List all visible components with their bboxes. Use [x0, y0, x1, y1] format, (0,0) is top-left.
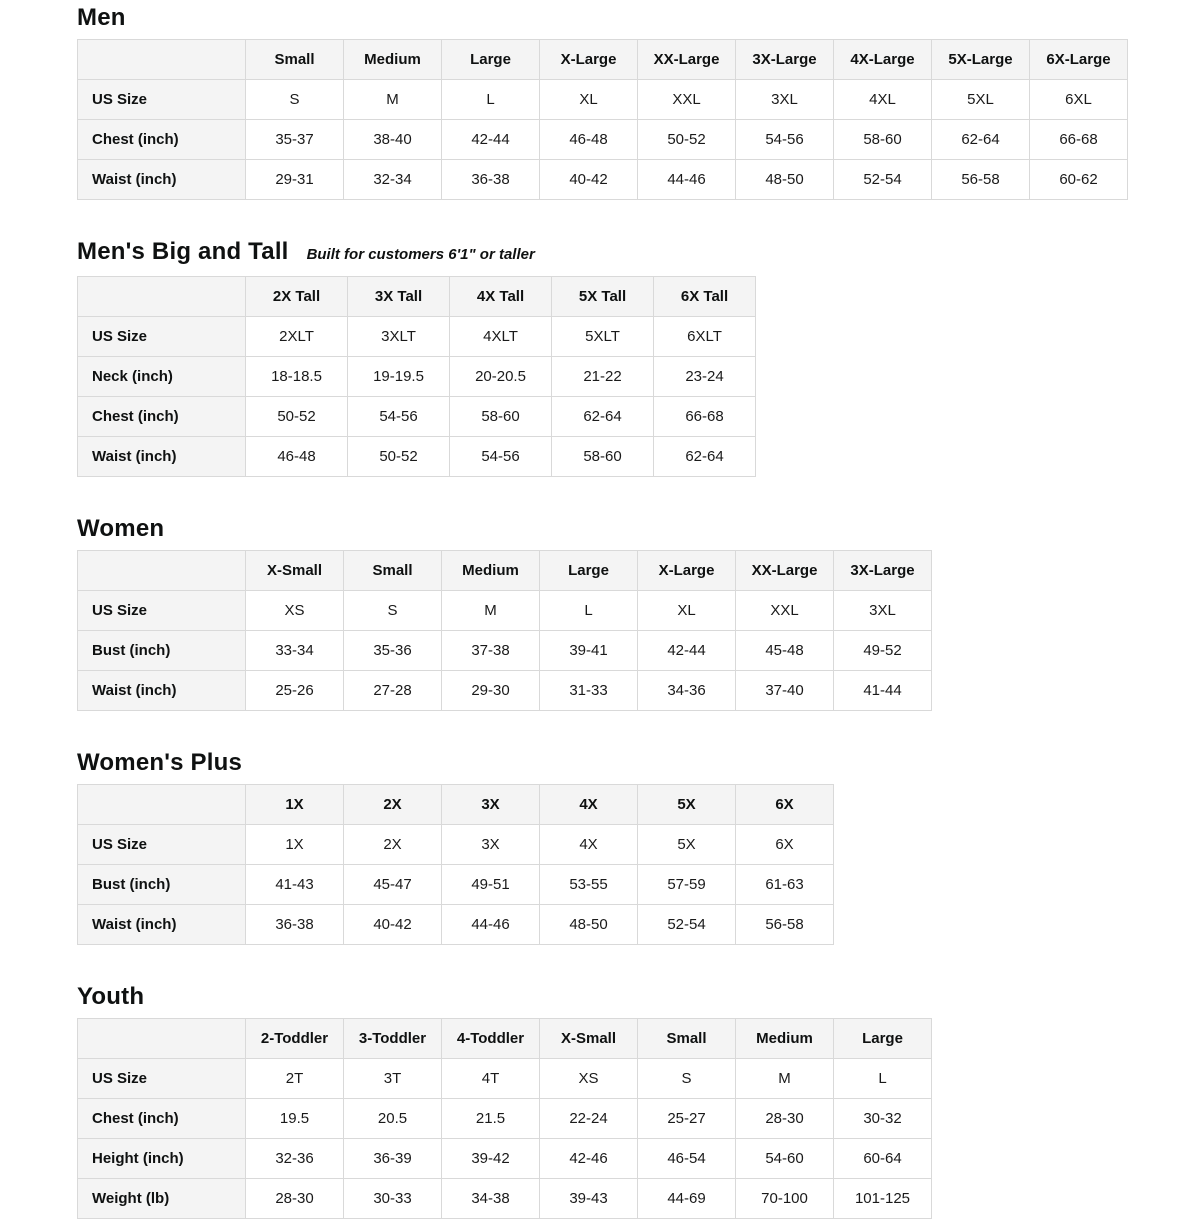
size-value-cell: 3T	[344, 1059, 442, 1099]
column-header: 6X-Large	[1030, 40, 1128, 80]
size-value-cell: 28-30	[736, 1099, 834, 1139]
table-row	[78, 1099, 932, 1139]
column-header: 4X-Large	[834, 40, 932, 80]
header-row	[78, 277, 756, 317]
size-value-cell: S	[246, 80, 344, 120]
size-value-cell: 3XLT	[348, 317, 450, 357]
size-value-cell: 62-64	[654, 437, 756, 477]
size-value-cell: 6XLT	[654, 317, 756, 357]
size-value-cell: 33-34	[246, 631, 344, 671]
header-row	[78, 1019, 932, 1059]
row-label: Waist (inch)	[78, 905, 246, 945]
size-value-cell: 57-59	[638, 865, 736, 905]
size-value-cell: 54-56	[450, 437, 552, 477]
corner-cell	[78, 551, 246, 591]
column-header: X-Large	[540, 40, 638, 80]
section-title-text: Men	[77, 4, 126, 31]
size-value-cell: 37-38	[442, 631, 540, 671]
section-womens-plus	[77, 749, 1200, 945]
column-header: XX-Large	[638, 40, 736, 80]
size-value-cell: 62-64	[932, 120, 1030, 160]
size-value-cell: 54-56	[736, 120, 834, 160]
size-value-cell: 37-40	[736, 671, 834, 711]
size-value-cell: 49-51	[442, 865, 540, 905]
size-value-cell: 32-34	[344, 160, 442, 200]
column-header: 4X Tall	[450, 277, 552, 317]
size-value-cell: 36-39	[344, 1139, 442, 1179]
size-value-cell: 53-55	[540, 865, 638, 905]
size-value-cell: 61-63	[736, 865, 834, 905]
size-value-cell: 40-42	[344, 905, 442, 945]
size-value-cell: 66-68	[1030, 120, 1128, 160]
size-value-cell: 58-60	[552, 437, 654, 477]
section-youth	[77, 983, 1200, 1219]
size-value-cell: 3X	[442, 825, 540, 865]
size-value-cell: L	[442, 80, 540, 120]
header-row	[78, 551, 932, 591]
size-value-cell: 35-36	[344, 631, 442, 671]
section-mens-big-and-tall	[77, 238, 1200, 477]
row-label: US Size	[78, 1059, 246, 1099]
row-label: Height (inch)	[78, 1139, 246, 1179]
size-value-cell: 49-52	[834, 631, 932, 671]
size-value-cell: 48-50	[540, 905, 638, 945]
section-title-youth	[77, 983, 1200, 1011]
table-row	[78, 865, 834, 905]
row-label: US Size	[78, 591, 246, 631]
size-value-cell: 20-20.5	[450, 357, 552, 397]
row-label: US Size	[78, 80, 246, 120]
header-row	[78, 40, 1128, 80]
column-header: 3X-Large	[834, 551, 932, 591]
row-label: Waist (inch)	[78, 160, 246, 200]
mens-big-and-tall-size-table	[77, 276, 756, 477]
size-value-cell: 46-54	[638, 1139, 736, 1179]
size-value-cell: 39-42	[442, 1139, 540, 1179]
column-header: 5X Tall	[552, 277, 654, 317]
column-header: Medium	[442, 551, 540, 591]
size-value-cell: M	[442, 591, 540, 631]
size-value-cell: 39-41	[540, 631, 638, 671]
size-value-cell: 6XL	[1030, 80, 1128, 120]
size-value-cell: 28-30	[246, 1179, 344, 1219]
size-value-cell: XXL	[638, 80, 736, 120]
size-value-cell: 3XL	[834, 591, 932, 631]
size-value-cell: 38-40	[344, 120, 442, 160]
size-value-cell: L	[540, 591, 638, 631]
size-value-cell: 46-48	[540, 120, 638, 160]
size-value-cell: 44-69	[638, 1179, 736, 1219]
table-row	[78, 120, 1128, 160]
column-header: 2-Toddler	[246, 1019, 344, 1059]
size-value-cell: 44-46	[442, 905, 540, 945]
size-value-cell: 4X	[540, 825, 638, 865]
section-title-womens-plus	[77, 749, 1200, 777]
size-value-cell: XL	[638, 591, 736, 631]
size-value-cell: 70-100	[736, 1179, 834, 1219]
size-value-cell: 36-38	[246, 905, 344, 945]
size-value-cell: 29-30	[442, 671, 540, 711]
size-value-cell: 66-68	[654, 397, 756, 437]
size-value-cell: 4T	[442, 1059, 540, 1099]
size-value-cell: 21-22	[552, 357, 654, 397]
size-value-cell: 40-42	[540, 160, 638, 200]
size-value-cell: 54-60	[736, 1139, 834, 1179]
column-header: Small	[246, 40, 344, 80]
size-value-cell: 4XL	[834, 80, 932, 120]
column-header: 2X	[344, 785, 442, 825]
size-value-cell: 34-36	[638, 671, 736, 711]
section-title-women	[77, 515, 1200, 543]
size-value-cell: 50-52	[638, 120, 736, 160]
row-label: Chest (inch)	[78, 120, 246, 160]
column-header: 6X Tall	[654, 277, 756, 317]
size-value-cell: 22-24	[540, 1099, 638, 1139]
size-value-cell: 4XLT	[450, 317, 552, 357]
column-header: 4X	[540, 785, 638, 825]
column-header: Small	[638, 1019, 736, 1059]
size-value-cell: 19.5	[246, 1099, 344, 1139]
size-value-cell: M	[736, 1059, 834, 1099]
size-value-cell: 2XLT	[246, 317, 348, 357]
corner-cell	[78, 1019, 246, 1059]
column-header: X-Small	[540, 1019, 638, 1059]
size-value-cell: 6X	[736, 825, 834, 865]
size-value-cell: 52-54	[638, 905, 736, 945]
youth-size-table	[77, 1018, 932, 1219]
size-value-cell: S	[344, 591, 442, 631]
size-value-cell: XS	[540, 1059, 638, 1099]
size-value-cell: 42-46	[540, 1139, 638, 1179]
size-value-cell: 35-37	[246, 120, 344, 160]
table-row	[78, 357, 756, 397]
column-header: 3X Tall	[348, 277, 450, 317]
column-header: X-Large	[638, 551, 736, 591]
column-header: 2X Tall	[246, 277, 348, 317]
table-row	[78, 591, 932, 631]
row-label: US Size	[78, 317, 246, 357]
size-value-cell: 101-125	[834, 1179, 932, 1219]
table-row	[78, 1059, 932, 1099]
section-title-text: Women	[77, 515, 165, 542]
row-label: US Size	[78, 825, 246, 865]
section-title-text: Men's Big and Tall	[77, 238, 289, 265]
table-row	[78, 825, 834, 865]
size-value-cell: 34-38	[442, 1179, 540, 1219]
size-value-cell: 20.5	[344, 1099, 442, 1139]
womens-plus-size-table	[77, 784, 834, 945]
column-header: 4-Toddler	[442, 1019, 540, 1059]
size-value-cell: 2T	[246, 1059, 344, 1099]
size-value-cell: XXL	[736, 591, 834, 631]
column-header: 1X	[246, 785, 344, 825]
size-value-cell: 19-19.5	[348, 357, 450, 397]
table-row	[78, 631, 932, 671]
size-value-cell: 21.5	[442, 1099, 540, 1139]
women-size-table	[77, 550, 932, 711]
table-row	[78, 1139, 932, 1179]
column-header: 3X	[442, 785, 540, 825]
size-value-cell: 62-64	[552, 397, 654, 437]
section-title-text: Youth	[77, 983, 145, 1010]
table-row	[78, 1179, 932, 1219]
corner-cell	[78, 277, 246, 317]
row-label: Chest (inch)	[78, 1099, 246, 1139]
section-women	[77, 515, 1200, 711]
section-title-text: Women's Plus	[77, 749, 243, 776]
size-value-cell: L	[834, 1059, 932, 1099]
corner-cell	[78, 40, 246, 80]
size-value-cell: 60-64	[834, 1139, 932, 1179]
section-subtitle: Built for customers 6'1" or taller	[306, 246, 535, 263]
size-value-cell: 44-46	[638, 160, 736, 200]
table-row	[78, 397, 756, 437]
column-header: 5X	[638, 785, 736, 825]
size-value-cell: 2X	[344, 825, 442, 865]
table-row	[78, 671, 932, 711]
column-header: Medium	[344, 40, 442, 80]
size-value-cell: 45-47	[344, 865, 442, 905]
column-header: 6X	[736, 785, 834, 825]
size-value-cell: 45-48	[736, 631, 834, 671]
size-value-cell: 58-60	[834, 120, 932, 160]
table-row	[78, 905, 834, 945]
size-value-cell: 60-62	[1030, 160, 1128, 200]
column-header: XX-Large	[736, 551, 834, 591]
column-header: 3-Toddler	[344, 1019, 442, 1059]
size-value-cell: 56-58	[932, 160, 1030, 200]
size-value-cell: XS	[246, 591, 344, 631]
header-row	[78, 785, 834, 825]
section-men	[77, 4, 1200, 200]
column-header: X-Small	[246, 551, 344, 591]
size-value-cell: 31-33	[540, 671, 638, 711]
table-row	[78, 317, 756, 357]
column-header: 5X-Large	[932, 40, 1030, 80]
table-row	[78, 437, 756, 477]
table-row	[78, 80, 1128, 120]
size-value-cell: 30-32	[834, 1099, 932, 1139]
size-value-cell: 27-28	[344, 671, 442, 711]
size-value-cell: 50-52	[348, 437, 450, 477]
men-size-table	[77, 39, 1128, 200]
column-header: Small	[344, 551, 442, 591]
size-value-cell: 30-33	[344, 1179, 442, 1219]
column-header: Large	[834, 1019, 932, 1059]
size-value-cell: 41-43	[246, 865, 344, 905]
column-header: Large	[540, 551, 638, 591]
size-value-cell: 52-54	[834, 160, 932, 200]
size-value-cell: 39-43	[540, 1179, 638, 1219]
size-value-cell: 46-48	[246, 437, 348, 477]
size-value-cell: XL	[540, 80, 638, 120]
size-value-cell: 18-18.5	[246, 357, 348, 397]
column-header: Medium	[736, 1019, 834, 1059]
size-value-cell: 41-44	[834, 671, 932, 711]
row-label: Weight (lb)	[78, 1179, 246, 1219]
size-value-cell: 5X	[638, 825, 736, 865]
size-value-cell: 29-31	[246, 160, 344, 200]
size-value-cell: 1X	[246, 825, 344, 865]
size-value-cell: 5XL	[932, 80, 1030, 120]
size-value-cell: 54-56	[348, 397, 450, 437]
section-title-mens-big-and-tall	[77, 238, 1200, 269]
size-value-cell: 3XL	[736, 80, 834, 120]
column-header: 3X-Large	[736, 40, 834, 80]
size-value-cell: 58-60	[450, 397, 552, 437]
table-row	[78, 160, 1128, 200]
size-value-cell: 23-24	[654, 357, 756, 397]
size-value-cell: M	[344, 80, 442, 120]
size-value-cell: 32-36	[246, 1139, 344, 1179]
corner-cell	[78, 785, 246, 825]
section-title-men	[77, 4, 1200, 32]
row-label: Bust (inch)	[78, 631, 246, 671]
size-value-cell: 50-52	[246, 397, 348, 437]
size-value-cell: 36-38	[442, 160, 540, 200]
row-label: Chest (inch)	[78, 397, 246, 437]
size-value-cell: 42-44	[442, 120, 540, 160]
size-value-cell: 56-58	[736, 905, 834, 945]
row-label: Waist (inch)	[78, 671, 246, 711]
size-value-cell: 25-27	[638, 1099, 736, 1139]
column-header: Large	[442, 40, 540, 80]
row-label: Neck (inch)	[78, 357, 246, 397]
size-value-cell: 5XLT	[552, 317, 654, 357]
size-value-cell: 42-44	[638, 631, 736, 671]
row-label: Bust (inch)	[78, 865, 246, 905]
size-value-cell: 48-50	[736, 160, 834, 200]
row-label: Waist (inch)	[78, 437, 246, 477]
size-value-cell: 25-26	[246, 671, 344, 711]
size-value-cell: S	[638, 1059, 736, 1099]
